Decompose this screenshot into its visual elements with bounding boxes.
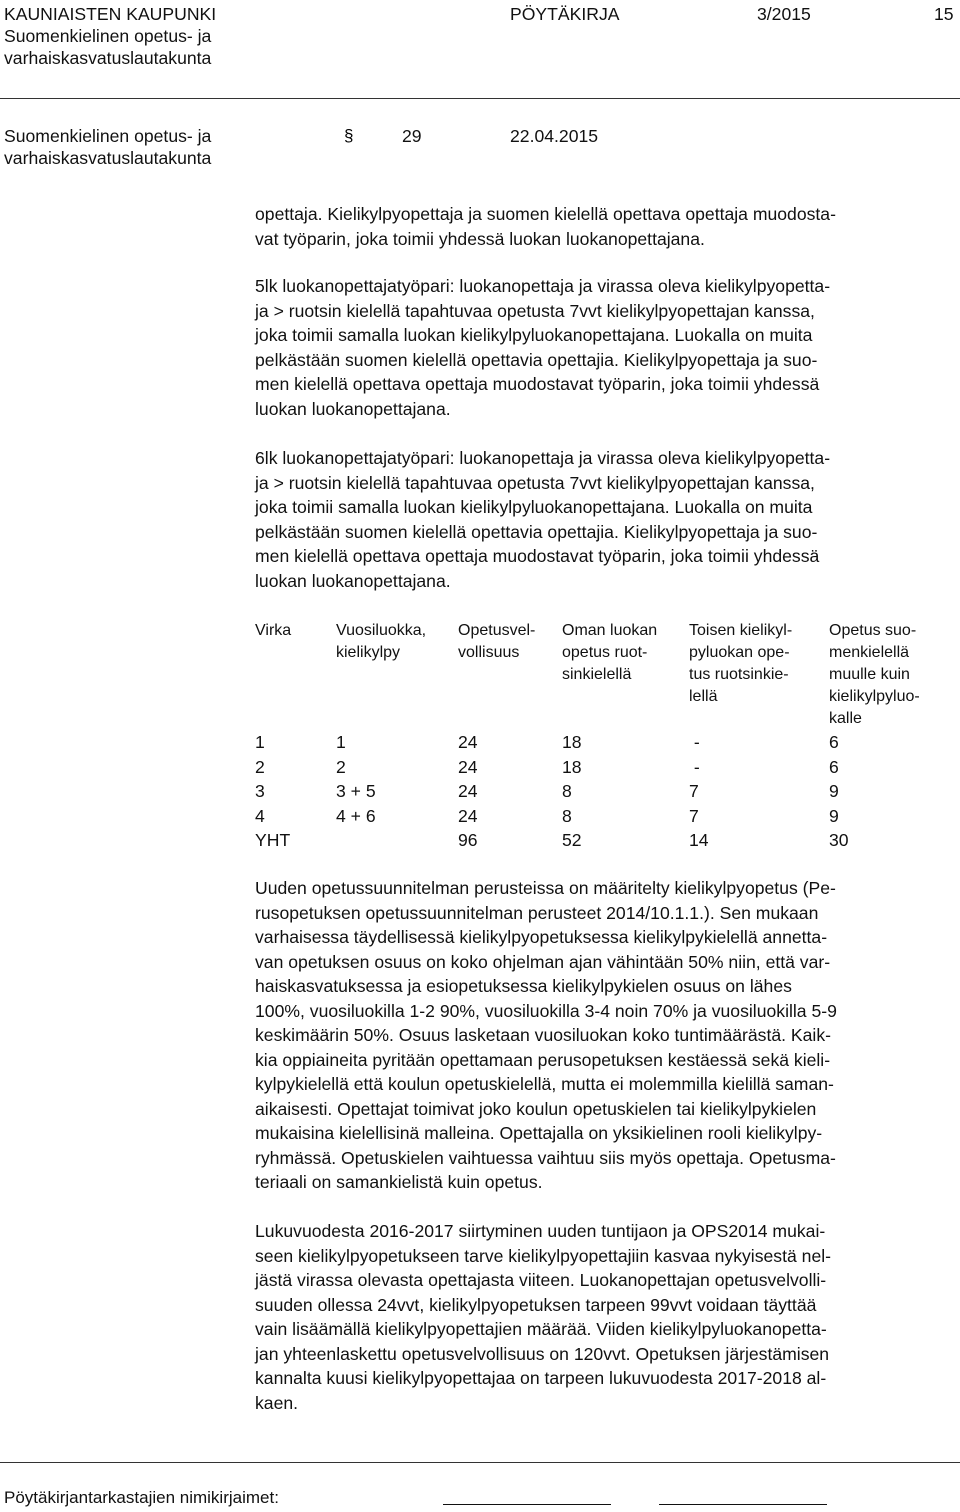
table-cell: YHT [255,830,291,850]
header-divider [0,98,960,99]
table-cell: 30 [829,830,849,850]
paragraph-curriculum [255,876,955,1195]
text-line: kannalta kuusi kielikylpyopettajaa on tarpeen lukuvuodesta 2017-2018 al- [255,1368,827,1388]
table-header-cell [689,620,829,730]
header-text: muulle kuin [829,666,910,683]
page-number: 15 [934,4,954,24]
text-line: ryhmässä. Opetuskielen vaihtuessa vaihtuu siis myös opettaja. Opetusma- [255,1147,836,1168]
document-type: PÖYTÄKIRJA [510,4,620,24]
text-line: 6lk luokanopettajatyöpari: luokanopettaja ja virassa oleva kielikylpyopetta- [255,448,831,468]
table-cell: 18 [562,732,582,752]
text-line: pelkästään suomen kielellä opettavia opettajia. Kielikylpyopettaja ja suo- [255,349,818,370]
table-cell: 24 [458,805,478,826]
text-line: luokan luokanopettajana. [255,570,451,591]
section-sign-icon [344,126,356,144]
text-line: kia oppiaineita pyritään opettamaan perusopetuksen kestäessä sekä kieli- [255,1049,831,1070]
header-text: Opetus suo- [829,622,917,639]
document-number: 3/2015 [757,4,811,24]
meeting-date: 22.04.2015 [510,126,599,146]
signature-line-2 [659,1504,827,1505]
header-text: kalle [829,710,862,727]
table-cell: 7 [689,781,699,801]
header-text: vollisuus [458,644,520,661]
table-cell: 6 [829,756,839,777]
table-cell: - [689,756,700,777]
board-name-line2: varhaiskasvatuslautakunta [4,48,212,68]
table-cell: 24 [458,781,478,801]
header-text: Opetusvel- [458,622,536,639]
table-cell: 1 [336,732,346,752]
header-text: Virka [255,622,292,639]
table-cell: 96 [458,830,478,850]
text-line: opettaja. Kielikylpyopettaja ja suomen kielellä opettava opettaja muodosta- [255,204,836,224]
header-text: Toisen kielikyl- [689,622,793,639]
table-row [255,755,955,780]
table-cell: 1 [255,732,265,752]
table-cell: 8 [562,781,572,801]
header-text: tus ruotsinkie- [689,666,789,683]
text-line: ja > ruotsin kielellä tapahtuvaa opetusta 7vvt kielikylpyopettajan kanssa, [255,472,815,493]
text-line: varhaisessa täydellisessä kielikylpyopetuksessa kielikylpykielellä annetta- [255,927,828,947]
table-cell: 8 [562,805,572,826]
text-line: mukaisina kielellisinä malleina. Opettajalla on yksikielinen rooli kielikylpy- [255,1123,823,1143]
table-cell: 52 [562,830,582,850]
item-number: 29 [402,126,422,146]
text-line: suuden ollessa 24vvt, kielikylpyopetuksen tarpeen 99vvt voidaan täyttää [255,1294,817,1315]
section-body-line1: Suomenkielinen opetus- ja [4,126,212,146]
teaching-hours-table [255,620,955,853]
table-header-row [255,620,955,730]
table-cell: 2 [336,756,346,777]
header-text: kielikylpy [336,644,401,661]
header-text: opetus ruot- [562,644,648,661]
text-line: van opetuksen osuus on koko ohjelman ajan vähintään 50% niin, että var- [255,951,831,972]
table-cell: 3 + 5 [336,781,376,801]
paragraph-staffing [255,1219,955,1415]
signature-label: Pöytäkirjantarkastajien nimikirjaimet: [4,1488,279,1507]
text-line: joka toimii samalla luokan kielikylpyluokanopettajana. Luokalla on muita [255,325,813,345]
table-header-cell [562,620,689,730]
table-cell: 14 [689,830,709,850]
header-text: sinkielellä [562,666,632,683]
text-line: 100%, vuosiluokilla 1-2 90%, vuosiluokilla 3-4 noin 70% ja vuosiluokilla 5-9 [255,1000,837,1021]
table-cell: 9 [829,805,839,826]
text-line: luokan luokanopettajana. [255,398,451,419]
text-line: Lukuvuodesta 2016-2017 siirtyminen uuden tuntijaon ja OPS2014 mukai- [255,1221,826,1241]
header-text: menkielellä [829,644,910,661]
text-line: kaen. [255,1392,299,1413]
text-line: pelkästään suomen kielellä opettavia opettajia. Kielikylpyopettaja ja suo- [255,521,818,542]
table-cell: 9 [829,781,839,801]
table-header-cell [829,620,955,730]
text-line: aikaisesti. Opettajat toimivat joko koulun opetuskielen tai kielikylpykielen [255,1098,817,1119]
table-cell [336,828,458,853]
header-text: lellä [689,688,718,705]
signature-line-1 [443,1504,611,1505]
table-header-cell [255,620,336,730]
organization-name: KAUNIAISTEN KAUPUNKI [4,4,217,24]
header-text: Oman luokan [562,622,658,639]
table-row [255,779,955,804]
table-cell: 24 [458,756,478,777]
footer-divider [0,1462,960,1463]
table-cell: 18 [562,756,582,777]
text-line: seen kielikylpyopetukseen tarve kielikylpyopettajiin kasvaa nykyisestä nel- [255,1245,831,1266]
text-line: joka toimii samalla luokan kielikylpyluokanopettajana. Luokalla on muita [255,497,813,517]
table-row [255,730,955,755]
table-cell: 7 [689,805,699,826]
board-name-line1: Suomenkielinen opetus- ja [4,26,212,46]
paragraph-intro [255,202,955,251]
table-cell: 4 + 6 [336,805,376,826]
paragraph-5lk [255,274,955,421]
table-cell: 3 [255,781,265,801]
text-line: vain lisäämällä kielikylpyopettajien määrää. Viiden kielikylpyluokanopetta- [255,1319,827,1339]
header-text: Vuosiluokka, [336,622,427,639]
text-line: kylpykielellä että koulun opetuskielellä, mutta ei molemmilla kielillä saman- [255,1074,834,1094]
table-cell: 2 [255,756,265,777]
text-line: Uuden opetussuunnitelman perusteissa on määritelty kielikylpyopetus (Pe- [255,878,836,898]
section-body-line2: varhaiskasvatuslautakunta [4,148,212,168]
paragraph-6lk [255,446,955,593]
header-text: kielikylpyluo- [829,688,920,705]
table-header-cell [458,620,562,730]
text-line: men kielellä opettava opettaja muodostavat työparin, joka toimii yhdessä [255,546,820,566]
text-line: haiskasvatuksessa ja esiopetuksessa kielikylpykielen osuus on lähes [255,976,792,996]
svg-text:§: § [344,126,354,144]
table-cell: 24 [458,732,478,752]
section-mark-icon [344,126,356,142]
text-line: jästä virassa olevasta opettajasta viiteen. Luokanopettajan opetusvelvolli- [255,1270,827,1290]
text-line: rusopetuksen opetussuunnitelman perusteet 2014/10.1.1.). Sen mukaan [255,902,819,923]
text-line: ja > ruotsin kielellä tapahtuvaa opetusta 7vvt kielikylpyopettajan kanssa, [255,300,815,321]
table-cell: 6 [829,732,839,752]
table-row [255,804,955,829]
text-line: jan yhteenlaskettu opetusvelvollisuus on 120vvt. Opetuksen järjestämisen [255,1343,830,1364]
text-line: 5lk luokanopettajatyöpari: luokanopettaja ja virassa oleva kielikylpyopetta- [255,276,831,296]
table-total-row [255,828,955,853]
table-cell: 4 [255,805,265,826]
text-line: keskimäärin 50%. Osuus lasketaan vuosiluokan koko tuntimäärästä. Kaik- [255,1025,831,1045]
text-line: men kielellä opettava opettaja muodostavat työparin, joka toimii yhdessä [255,374,820,394]
text-line: teriaali on samankielistä kuin opetus. [255,1172,543,1192]
header-text: pyluokan ope- [689,644,790,661]
table-cell: - [689,732,700,752]
table-header-cell [336,620,458,730]
text-line: vat työparin, joka toimii yhdessä luokan luokanopettajana. [255,228,705,249]
